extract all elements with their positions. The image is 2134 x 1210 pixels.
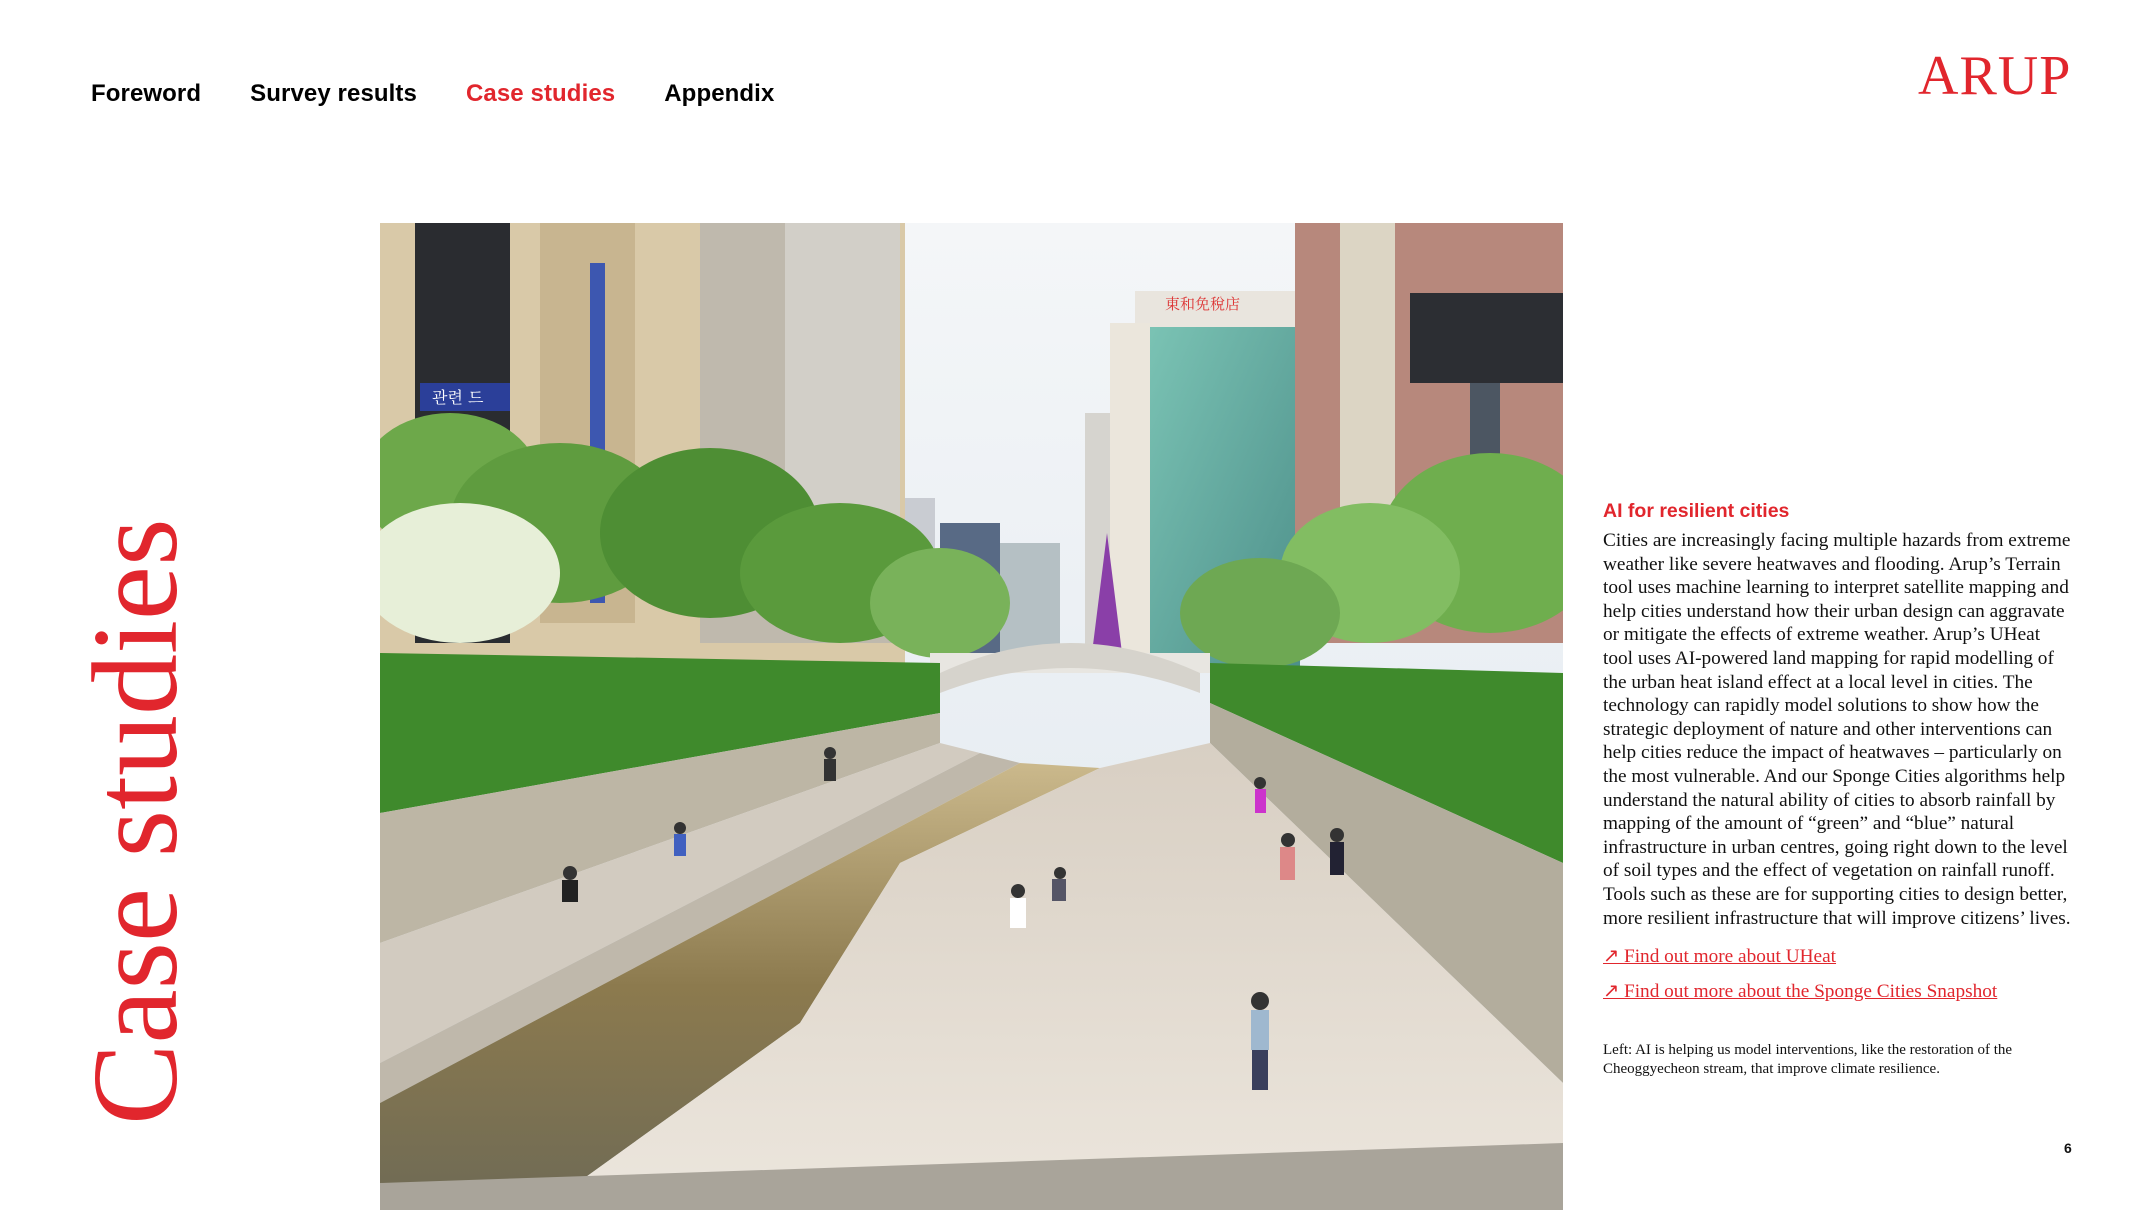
photo-caption: Left: AI is helping us model interventions, like the restoration of the Cheoggyecheon stream, that improve climate resilience. [1603, 1042, 2013, 1078]
uheat-link[interactable]: ↗ Find out more about UHeat [1603, 946, 1837, 968]
stream-photo [380, 223, 1563, 1210]
info-panel [1603, 500, 2073, 1079]
shop-sign: 관련 드 [432, 388, 484, 407]
nav-appendix[interactable]: Appendix [664, 80, 775, 107]
nav-foreword[interactable]: Foreword [91, 80, 202, 107]
tower-sign: 東和免稅店 [1165, 295, 1241, 313]
sponge-cities-link[interactable]: ↗ Find out more about the Sponge Cities Snapshot [1603, 981, 1998, 1003]
nav-survey-results[interactable]: Survey results [250, 80, 417, 107]
panel-body: Cities are increasingly facing multiple hazards from extreme weather like severe heatwaves and flooding. Arup’s Terrain tool uses machine learning to interpret satellite mapping and help cities understand how their urban design can aggravate or mitigate the effects of extreme weather. Arup’s UHeat tool uses AI-powered land mapping for rapid modelling of the urban heat island effect at a local level in cities. The technology can rapidly model solutions to show how the strategic deployment of nature and other interventions can help cities reduce the impact of heatwaves – particularly on the most vulnerable. And our Sponge Cities algorithms help understand the natural ability of cities to absorb rainfall by mapping of the amount of “green” and “blue” natural infrastructure in urban centres, going right down to the level of soil types and the effect of vegetation on rainfall runoff. Tools such as these are for supporting cities to design better, more resilient infrastructure that will improve citizens’ lives. [1603, 530, 2071, 929]
nav-case-studies[interactable]: Case studies [465, 80, 616, 107]
arup-logo[interactable]: ARUP [1918, 45, 2072, 107]
section-title: Case studies [68, 518, 203, 1125]
page-number: 6 [2064, 1140, 2072, 1156]
panel-heading: AI for resilient cities [1603, 500, 1790, 522]
top-nav [91, 80, 774, 108]
